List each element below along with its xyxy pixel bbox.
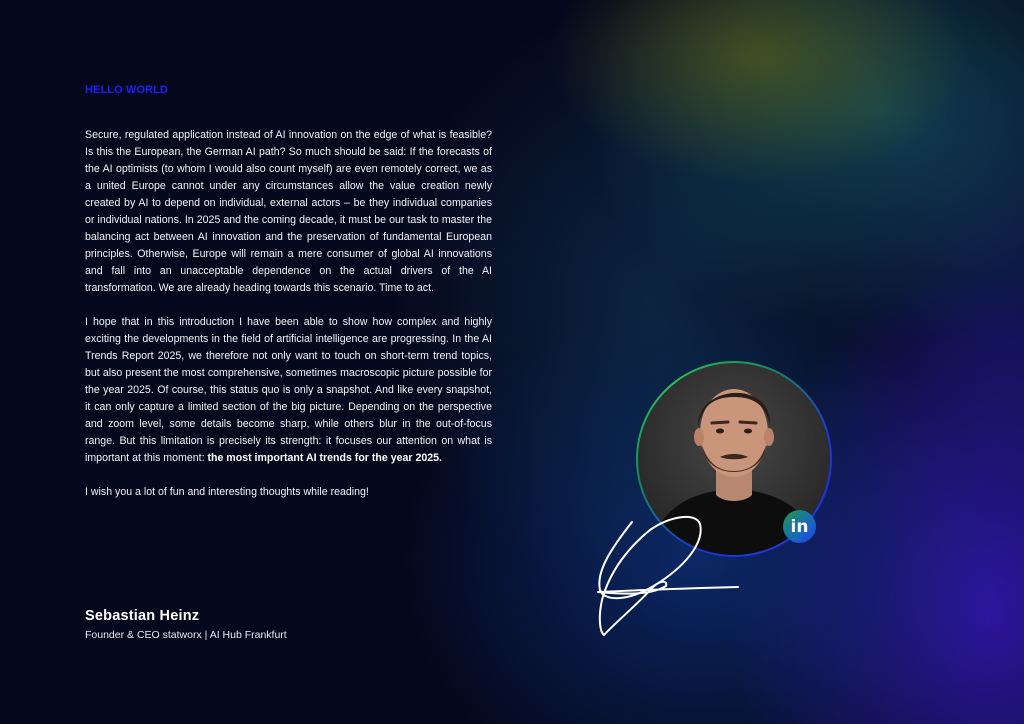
paragraph-3: I wish you a lot of fun and interesting thoughts while reading! [85,486,369,498]
paragraph-2 [85,314,492,467]
section-eyebrow: HELLO WORLD [85,84,168,96]
author-name: Sebastian Heinz [85,608,200,624]
body-text [85,127,492,518]
paragraph-2-text: I hope that in this introduction I have been able to show how complex and highly exciting the developments in the field of artificial intelligence are progressing. In the AI Trends Report 2025, we therefore not only want to touch on short-term trend topics, but also present the most comprehensive, sometimes macroscopic picture possible for the year 2025. Of course, this status quo is only a snapshot. And like every snapshot, it can only capture a limited section of the big picture. Depending on the perspective and zoom level, some details become sharp, while others blur in the out-of-focus range. But this limitation is precisely its strength: it focuses our attention on what is important at this moment: [85,316,492,464]
paragraph-2-emphasis: the most important AI trends for the year 2025. [207,452,442,464]
paragraph-1: Secure, regulated application instead of AI innovation on the edge of what is feasible? Is this the European, the German AI path? So much should be said: If the forecasts of the AI optimists (to whom I would also count myself) are even remotely correct, we as a united Europe cannot under any circumstances allow the value creation newly created by AI to depend on individual, external actors – be they individual companies or individual nations. In 2025 and the coming decade, it must be our task to master the balancing act between AI innovation and the preservation of fundamental European principles. Otherwise, Europe will remain a mere consumer of global AI innovations and fall into an unacceptable dependence on the actual drivers of the AI transformation. We are already heading towards this scenario. Time to act. [85,129,492,294]
author-role: Founder & CEO statworx | AI Hub Frankfurt [85,629,287,641]
linkedin-icon[interactable]: in [783,510,816,543]
signature [590,510,750,645]
